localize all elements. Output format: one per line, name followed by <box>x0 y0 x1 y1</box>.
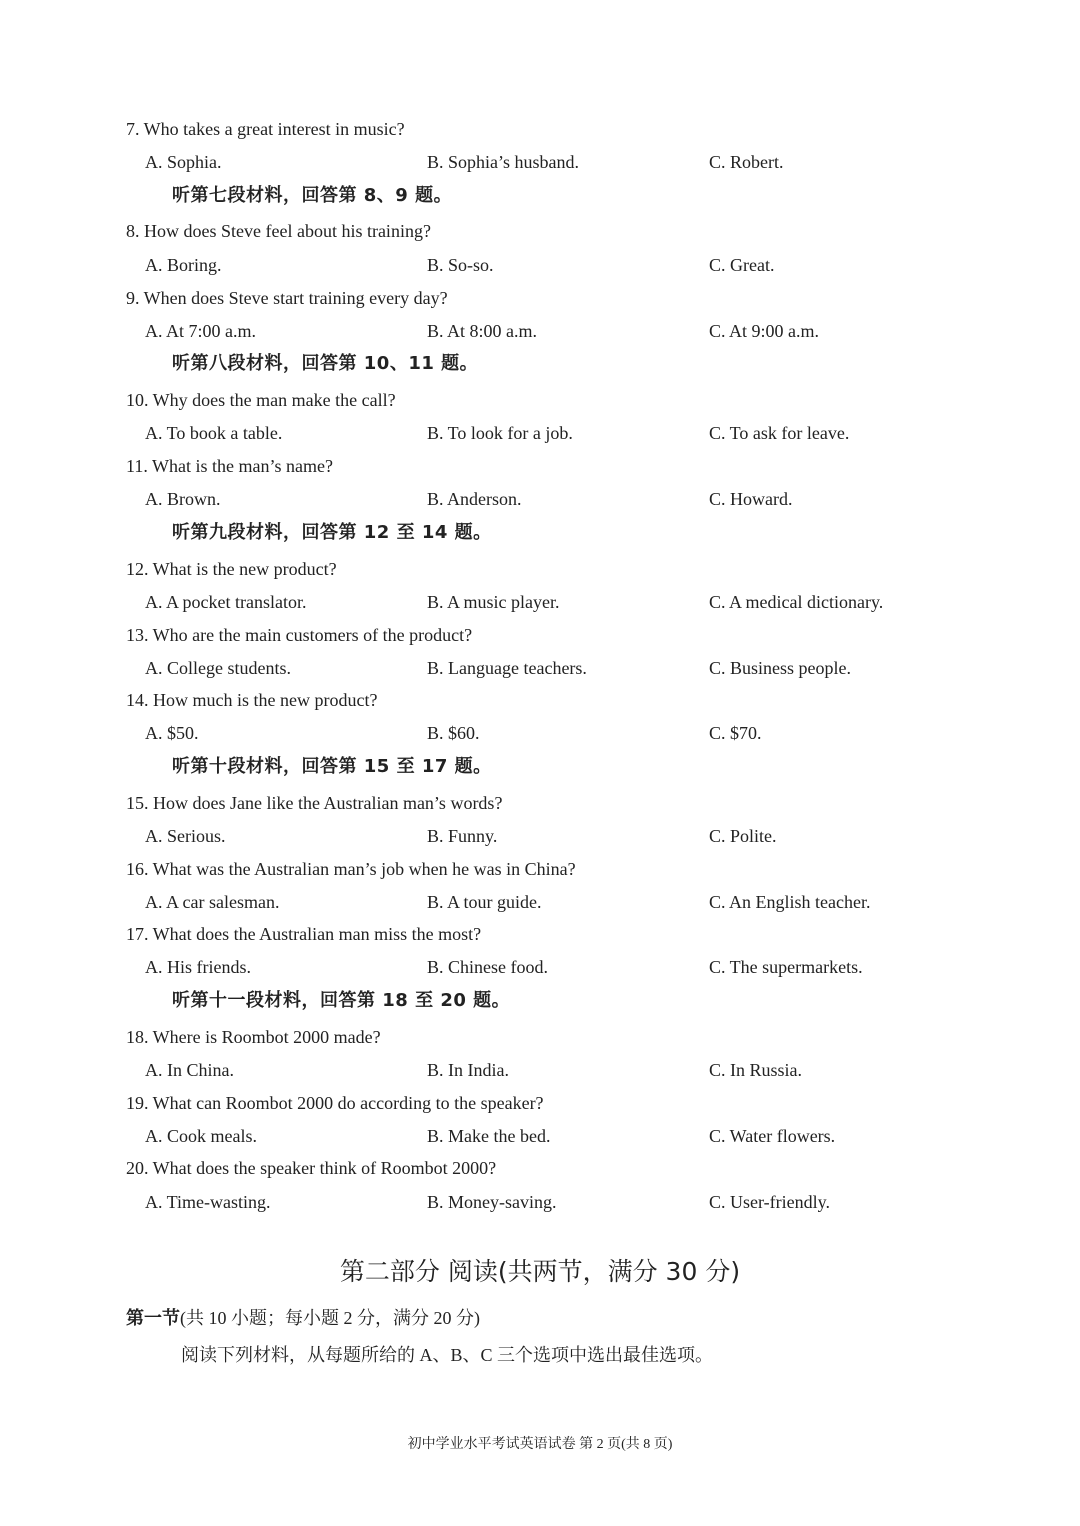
option-c: C. $70. <box>709 723 762 743</box>
option-c: C. The supermarkets. <box>709 957 863 977</box>
section-header: 听第九段材料，回答第 12 至 14 题。 <box>172 522 492 543</box>
question-16: 16. What was the Australian man’s job when he was in China? <box>126 859 576 879</box>
question-18: 18. Where is Roombot 2000 made? <box>126 1027 381 1047</box>
option-a: A. Serious. <box>145 826 226 846</box>
question-8: 8. How does Steve feel about his training? <box>126 221 431 241</box>
option-c: C. Polite. <box>709 826 777 846</box>
option-b: B. Language teachers. <box>427 658 587 678</box>
question-20: 20. What does the speaker think of Roombot 2000? <box>126 1158 497 1178</box>
option-a: A. In China. <box>145 1060 234 1080</box>
question-7: 7. Who takes a great interest in music? <box>126 119 405 139</box>
page-footer: 初中学业水平考试英语试卷 第 2 页(共 8 页) <box>407 1437 673 1452</box>
option-a: A. A car salesman. <box>145 892 280 912</box>
option-c: C. Great. <box>709 255 775 275</box>
question-13: 13. Who are the main customers of the product? <box>126 625 473 645</box>
section-one-line <box>126 1307 480 1330</box>
option-b: B. Funny. <box>427 826 498 846</box>
section-one-detail: (共 10 小题；每小题 2 分，满分 20 分) <box>180 1308 480 1328</box>
option-b: B. Chinese food. <box>427 957 548 977</box>
option-a: A. College students. <box>145 658 291 678</box>
option-b: B. Anderson. <box>427 489 522 509</box>
option-a: A. His friends. <box>145 957 251 977</box>
section-header: 听第十一段材料，回答第 18 至 20 题。 <box>172 990 511 1011</box>
question-10: 10. Why does the man make the call? <box>126 390 396 410</box>
question-9: 9. When does Steve start training every day? <box>126 288 448 308</box>
option-b: B. In India. <box>427 1060 509 1080</box>
question-11: 11. What is the man’s name? <box>126 456 333 476</box>
option-b: B. A tour guide. <box>427 892 542 912</box>
option-b: B. $60. <box>427 723 480 743</box>
option-b: B. To look for a job. <box>427 423 573 443</box>
option-a: A. Sophia. <box>145 152 222 172</box>
option-a: A. At 7:00 a.m. <box>145 321 256 341</box>
option-c: C. Business people. <box>709 658 851 678</box>
part-two-title: 第二部分 阅读(共两节，满分 30 分) <box>339 1257 741 1286</box>
option-a: A. $50. <box>145 723 199 743</box>
option-c: C. To ask for leave. <box>709 423 850 443</box>
section-header: 听第七段材料，回答第 8、9 题。 <box>172 185 453 206</box>
option-c: C. At 9:00 a.m. <box>709 321 820 341</box>
option-c: C. Water flowers. <box>709 1126 836 1146</box>
option-c: C. A medical dictionary. <box>709 592 884 612</box>
reading-instruction: 阅读下列材料，从每题所给的 A、B、C 三个选项中选出最佳选项。 <box>181 1345 714 1365</box>
option-a: A. To book a table. <box>145 423 283 443</box>
question-19: 19. What can Roombot 2000 do according to the speaker? <box>126 1093 544 1113</box>
option-b: B. At 8:00 a.m. <box>427 321 538 341</box>
option-c: C. In Russia. <box>709 1060 803 1080</box>
option-a: A. Boring. <box>145 255 222 275</box>
question-15: 15. How does Jane like the Australian man’s words? <box>126 793 503 813</box>
option-b: B. So-so. <box>427 255 494 275</box>
option-a: A. Time-wasting. <box>145 1192 271 1212</box>
option-b: B. Sophia’s husband. <box>427 152 580 172</box>
option-b: B. A music player. <box>427 592 560 612</box>
option-c: C. An English teacher. <box>709 892 871 912</box>
option-b: B. Make the bed. <box>427 1126 551 1146</box>
question-14: 14. How much is the new product? <box>126 690 378 710</box>
option-c: C. Robert. <box>709 152 784 172</box>
option-a: A. Cook meals. <box>145 1126 257 1146</box>
option-a: A. Brown. <box>145 489 221 509</box>
section-header: 听第十段材料，回答第 15 至 17 题。 <box>172 756 492 777</box>
option-c: C. User-friendly. <box>709 1192 830 1212</box>
option-a: A. A pocket translator. <box>145 592 307 612</box>
question-12: 12. What is the new product? <box>126 559 337 579</box>
question-17: 17. What does the Australian man miss the most? <box>126 924 482 944</box>
section-header: 听第八段材料，回答第 10、11 题。 <box>172 353 479 374</box>
section-one-label: 第一节 <box>126 1308 180 1329</box>
option-b: B. Money-saving. <box>427 1192 557 1212</box>
option-c: C. Howard. <box>709 489 793 509</box>
